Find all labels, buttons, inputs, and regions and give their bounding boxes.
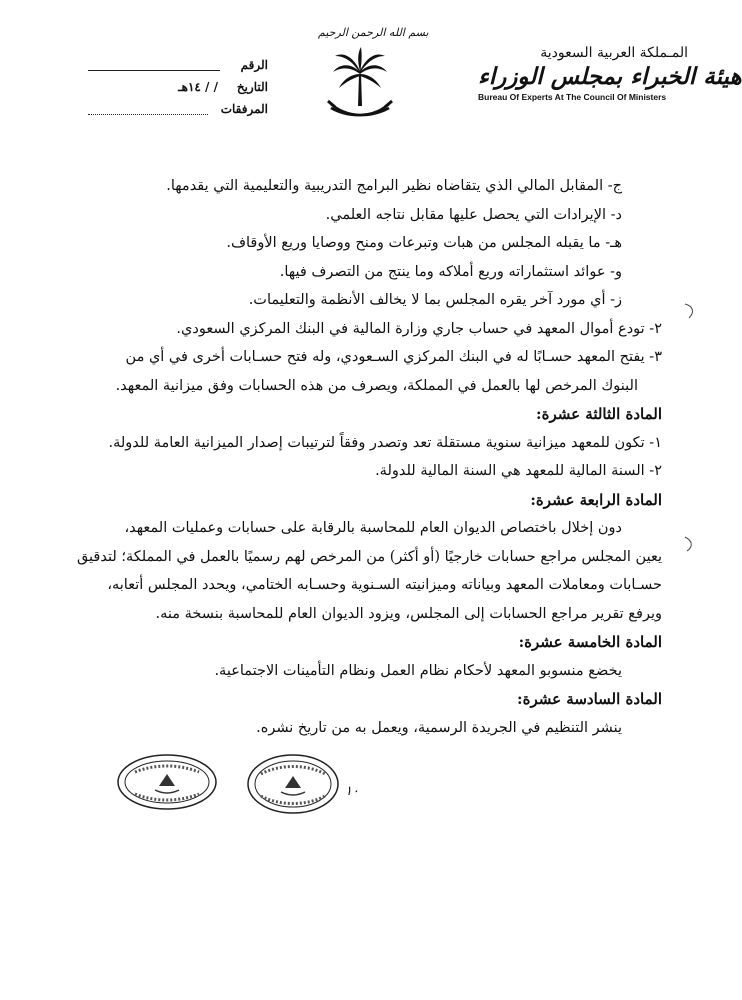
reference-number-row [88, 58, 268, 80]
reference-date-value: / / ١٤هـ [178, 80, 218, 94]
reference-attachments-line [88, 114, 208, 115]
kingdom-name: المـملكة العربية السعودية [540, 45, 688, 61]
reference-attachments-row [88, 102, 268, 124]
list-item: ز- أي مورد آخر يقره المجلس بما لا يخالف الأنظمة والتعليمات. [248, 292, 622, 308]
article-13-item: ١- تكون للمعهد ميزانية سنوية مستقلة تعد وتصدر وفقاً لترتيبات إصدار الميزانية العامة للدولة. [108, 434, 662, 451]
article-13-item: ٢- السنة المالية للمعهد هي السنة المالية للدولة. [375, 463, 662, 479]
article-14-line: حسـابات ومعاملات المعهد وبياناته وميزانيته السـنوية وحسـابه الختامي، ويحدد المجلس أتعابه، [107, 577, 662, 593]
palm-swords-emblem-icon [325, 44, 395, 124]
page-number: ١٠ [345, 784, 359, 799]
basmala: بسم الله الرحمن الرحيم [318, 26, 429, 39]
bureau-seal-stamp [245, 752, 341, 816]
list-item: د- الإيرادات التي يحصل عليها مقابل نتاجه العلمي. [325, 206, 622, 223]
reference-number-label: الرقم [240, 58, 268, 72]
reference-number-line [88, 70, 220, 71]
bureau-name-english: Bureau Of Experts At The Council Of Ministers [478, 92, 667, 102]
reference-date-label: التاريخ [236, 80, 268, 94]
article-14-heading: المادة الرابعة عشرة: [530, 490, 662, 509]
article-14-line: يعين المجلس مراجع حسابات خارجيًا (أو أكثر) من المرخص لهم رسميًا بالعمل في المملكة؛ لتدقيق [76, 548, 662, 565]
reference-block [88, 58, 268, 124]
article-14-line: دون إخلال باختصاص الديوان العام للمحاسبة بالرقابة على حسابات وعمليات المعهد، [124, 520, 622, 536]
margin-mark-icon [683, 302, 697, 320]
margin-mark-icon [683, 535, 697, 553]
bureau-name-arabic: هيئة الخبراء بمجلس الوزراء [478, 63, 742, 90]
article-13-heading: المادة الثالثة عشرة: [536, 405, 662, 423]
list-item: و- عوائد استثماراته وريع أملاكه وما ينتج من التصرف فيها. [279, 263, 622, 280]
article-16-text: ينشر التنظيم في الجريدة الرسمية، ويعمل به من تاريخ نشره. [256, 719, 622, 736]
list-item: ج- المقابل المالي الذي يتقاضاه نظير البرامج التدريبية والتعليمية التي يقدمها. [166, 178, 622, 194]
document-body [70, 172, 662, 742]
clause-2: ٢- تودع أموال المعهد في حساب جاري وزارة المالية في البنك المركزي السعودي. [176, 320, 662, 337]
article-15-text: يخضع منسوبو المعهد لأحكام نظام العمل ونظام التأمينات الاجتماعية. [214, 662, 622, 679]
list-item: هـ- ما يقبله المجلس من هبات وتبرعات ومنح ووصايا وريع الأوقاف. [226, 235, 622, 251]
clause-3-line-1: ٣- يفتح المعهد حسـابًا له في البنك المركزي السـعودي، وله فتح حسـابات أخرى في أي من [125, 349, 662, 365]
reference-attachments-label: المرفقات [220, 102, 268, 116]
reference-date-row [88, 80, 268, 102]
clause-3-line-2: البنوك المرخص لها بالعمل في المملكة، ويصرف من هذه الحسابات وفق ميزانية المعهد. [115, 377, 638, 394]
article-14-line: ويرفع تقرير مراجع الحسابات إلى المجلس، ويزود الديوان العام للمحاسبة بنسخة منه. [155, 605, 662, 622]
article-15-heading: المادة الخامسة عشرة: [518, 633, 662, 651]
article-16-heading: المادة السادسة عشرة: [517, 690, 662, 708]
official-seal-stamp [115, 752, 219, 812]
letterhead-organization [478, 44, 742, 102]
